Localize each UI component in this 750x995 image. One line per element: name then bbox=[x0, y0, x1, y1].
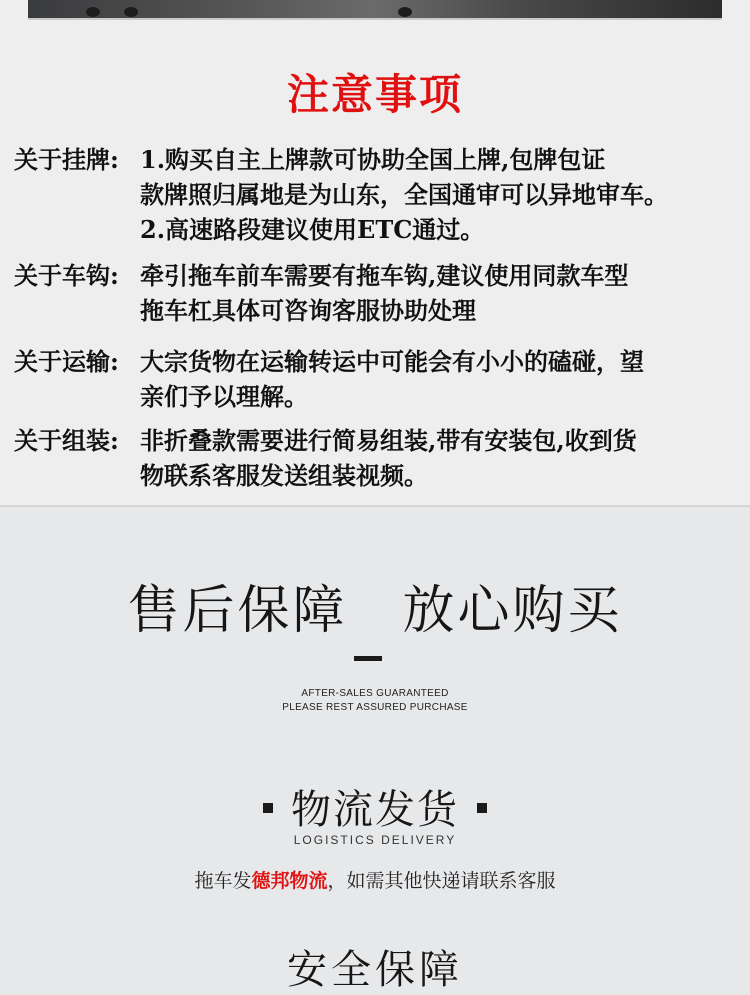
title-underline-bar bbox=[354, 656, 382, 661]
logistics-heading bbox=[0, 778, 750, 835]
wheel-shape bbox=[86, 7, 100, 17]
logistics-info bbox=[0, 866, 750, 893]
notice-item-line: 款牌照归属地是为山东，全国通审可以异地审车。 bbox=[140, 180, 668, 209]
wheel-shape bbox=[398, 7, 412, 17]
notice-item-label: 关于车钩: bbox=[14, 261, 119, 290]
product-photo-strip bbox=[28, 0, 722, 20]
notice-item-line: 非折叠款需要进行简易组装,带有安装包,收到货 bbox=[140, 426, 637, 455]
section-divider bbox=[0, 505, 750, 507]
notice-title: 注意事项 bbox=[286, 70, 463, 119]
logistics-info-prefix: 拖车发 bbox=[194, 870, 252, 892]
after-sales-en-line1: AFTER-SALES GUARANTEED bbox=[301, 688, 449, 699]
logistics-title: 物流发货 bbox=[291, 787, 459, 833]
notice-item-line: 1.购买自主上牌款可协助全国上牌,包牌包证 bbox=[140, 145, 606, 174]
logistics-en-subtitle: LOGISTICS DELIVERY bbox=[293, 833, 457, 847]
notice-item-line: 亲们予以理解。 bbox=[140, 382, 308, 411]
after-sales-title: 售后保障 放心购买 bbox=[127, 581, 623, 641]
notice-item-line: 大宗货物在运输转运中可能会有小小的磕碰，望 bbox=[140, 347, 644, 376]
notice-item-label: 关于组装: bbox=[14, 426, 119, 455]
notice-item-line: 物联系客服发送组装视频。 bbox=[140, 461, 428, 490]
safety-heading-partial: 安全保障 bbox=[287, 947, 463, 993]
square-bullet-icon bbox=[263, 803, 273, 813]
after-sales-en-line2: PLEASE REST ASSURED PURCHASE bbox=[282, 702, 468, 713]
notice-item-line: 牵引拖车前车需要有拖车钩,建议使用同款车型 bbox=[140, 261, 629, 290]
notice-item-label: 关于运输: bbox=[14, 347, 119, 376]
notice-item-label: 关于挂牌: bbox=[14, 145, 119, 174]
notice-item-line: 2.高速路段建议使用ETC通过。 bbox=[140, 215, 485, 244]
logistics-info-suffix: ，如需其他快递请联系客服 bbox=[327, 870, 556, 892]
logistics-carrier-highlight: 德邦物流 bbox=[251, 870, 328, 892]
wheel-shape bbox=[124, 7, 138, 17]
square-bullet-icon bbox=[477, 803, 487, 813]
notice-item-line: 拖车杠具体可咨询客服协助处理 bbox=[140, 296, 476, 325]
